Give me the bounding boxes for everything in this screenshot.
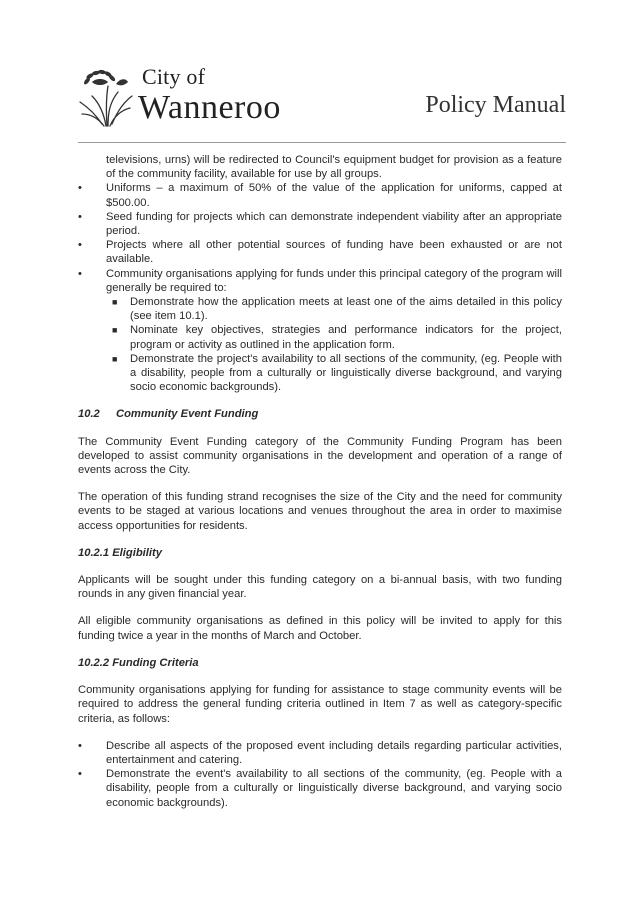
page-header — [78, 62, 566, 142]
document-body — [78, 153, 562, 810]
bullet-icon: • — [78, 182, 82, 195]
logo-city-of-text: City of — [142, 64, 206, 89]
paragraph: Applicants will be sought under this funding category on a bi-annual basis, with two funding rounds in any given financial year. — [78, 574, 562, 601]
square-bullet-icon: ■ — [112, 353, 118, 364]
bullet-icon: • — [78, 739, 82, 752]
sub-list-item-text: Demonstrate how the application meets at least one of the aims detailed in this policy (see item 10.1). — [130, 296, 562, 323]
square-bullet-icon: ■ — [112, 297, 118, 308]
subsection-heading-eligibility: 10.2.1 Eligibility — [78, 546, 162, 559]
list-item-text: Demonstrate the event's availability to all sections of the community, (eg. People with a disability, people from a culturally or linguistically diverse background, and varying socio economic backgrounds). — [106, 768, 562, 809]
bullet-icon: • — [78, 210, 82, 223]
paragraph: The Community Event Funding category of the Community Funding Program has been developed to assist community organisations in the development and operation of a range of events across the City. — [78, 435, 562, 477]
list-item — [78, 238, 562, 266]
list-item-text: Seed funding for projects which can demonstrate independent viability after an appropriate period. — [106, 210, 562, 238]
sub-list-item-text: Demonstrate the project's availability to all sections of the community, (eg. People with a disability, people from a culturally or linguistically diverse background, and varying socio economic backgrounds). — [130, 352, 562, 394]
square-bullet-icon: ■ — [112, 325, 118, 336]
bullet-icon: • — [78, 267, 82, 280]
wanneroo-logo-icon — [78, 66, 134, 128]
section-title: Community Event Funding — [116, 408, 259, 421]
bullet-icon: • — [78, 768, 82, 781]
sub-list-item — [78, 323, 562, 351]
subsection-heading-funding-criteria: 10.2.2 Funding Criteria — [78, 656, 199, 669]
bullet-icon: • — [78, 239, 82, 252]
section-number: 10.2 — [78, 408, 100, 421]
logo-wanneroo-text: Wanneroo — [138, 89, 281, 126]
list-item-text: Describe all aspects of the proposed event including details regarding particular activities, entertainment and catering. — [106, 739, 562, 766]
sub-list-item — [78, 352, 562, 395]
list-item-text: Projects where all other potential sources of funding have been exhausted or are not available. — [106, 239, 562, 266]
paragraph: All eligible community organisations as defined in this policy will be invited to apply for this funding twice a year in the months of March and October. — [78, 615, 562, 642]
list-item-text: Uniforms – a maximum of 50% of the value of the application for uniforms, capped at $500.00. — [106, 182, 562, 209]
section-heading-10-2 — [78, 407, 562, 421]
sub-list-item-text: Nominate key objectives, strategies and performance indicators for the project, program or activity as outlined in the application form. — [130, 324, 562, 351]
paragraph: Community organisations applying for funding for assistance to stage community events will be required to address the general funding criteria outlined in Item 7 as well as category-specific criteria, as follows: — [78, 684, 562, 725]
continued-text: televisions, urns) will be redirected to Council's equipment budget for provision as a feature of the community facility, available for use by all groups. — [106, 154, 562, 181]
list-item — [78, 181, 562, 209]
list-item — [78, 210, 562, 238]
list-item — [78, 739, 562, 767]
sub-list-item — [78, 295, 562, 323]
list-item — [78, 267, 562, 295]
manual-title: Policy Manual — [425, 92, 566, 118]
list-item — [78, 767, 562, 810]
paragraph: The operation of this funding strand recognises the size of the City and the need for community events to be staged at various locations and venues throughout the area in order to maximise access opportunities for residents. — [78, 491, 562, 532]
header-divider — [78, 142, 566, 143]
list-item-text: Community organisations applying for funds under this principal category of the program will generally be required to: — [106, 267, 562, 294]
